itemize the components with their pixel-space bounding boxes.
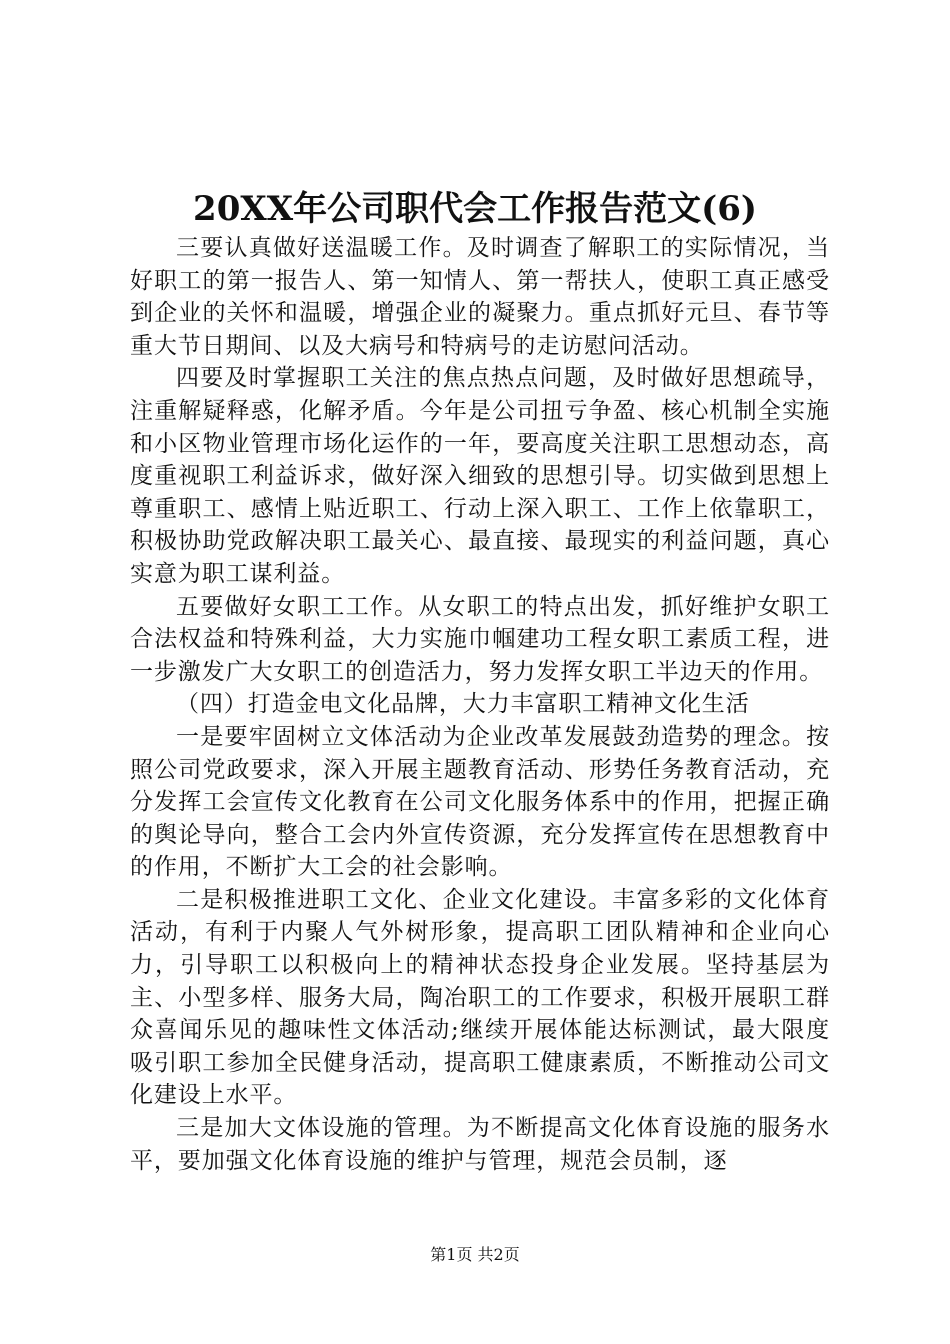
document-body	[130, 232, 830, 1177]
paragraph: 三要认真做好送温暖工作。及时调查了解职工的实际情况，当好职工的第一报告人、第一知情人、第一帮扶人，使职工真正感受到企业的关怀和温暖，增强企业的凝聚力。重点抓好元旦、春节等重大节日期间、以及大病号和特病号的走访慰问活动。	[130, 235, 830, 359]
paragraph: 五要做好女职工工作。从女职工的特点出发，抓好维护女职工合法权益和特殊利益，大力实施巾帼建功工程女职工素质工程，进一步激发广大女职工的创造活力，努力发挥女职工半边天的作用。	[130, 593, 830, 685]
paragraph: 四要及时掌握职工关注的焦点热点问题，及时做好思想疏导，注重解疑释惑，化解矛盾。今年是公司扭亏争盈、核心机制全实施和小区物业管理市场化运作的一年，要高度关注职工思想动态，高度重视职工利益诉求，做好深入细致的思想引导。切实做到思想上尊重职工、感情上贴近职工、行动上深入职工、工作上依靠职工，积极协助党政解决职工最关心、最直接、最现实的利益问题，真心实意为职工谋利益。	[130, 365, 830, 587]
paragraph: 一是要牢固树立文体活动为企业改革发展鼓劲造势的理念。按照公司党政要求，深入开展主题教育活动、形势任务教育活动，充分发挥工会宣传文化教育在公司文化服务体系中的作用，把握正确的舆论导向，整合工会内外宣传资源，充分发挥宣传在思想教育中的作用，不断扩大工会的社会影响。	[130, 723, 830, 881]
section-heading: （四）打造金电文化品牌，大力丰富职工精神文化生活	[176, 691, 750, 718]
paragraph: 三是加大文体设施的管理。为不断提高文化体育设施的服务水平，要加强文化体育设施的维护与管理，规范会员制，逐	[130, 1115, 830, 1174]
paragraph: 二是积极推进职工文化、企业文化建设。丰富多彩的文化体育活动，有利于内聚人气外树形象，提高职工团队精神和企业向心力，引导职工以积极向上的精神状态投身企业发展。坚持基层为主、小型多样、服务大局，陶冶职工的工作要求，积极开展职工群众喜闻乐见的趣味性文体活动;继续开展体能达标测试，最大限度吸引职工参加全民健身活动，提高职工健康素质，不断推动公司文化建设上水平。	[130, 886, 830, 1109]
page-number: 第1页 共2页	[430, 1245, 520, 1264]
document-title: 20XX年公司职代会工作报告范文(6)	[193, 189, 757, 229]
